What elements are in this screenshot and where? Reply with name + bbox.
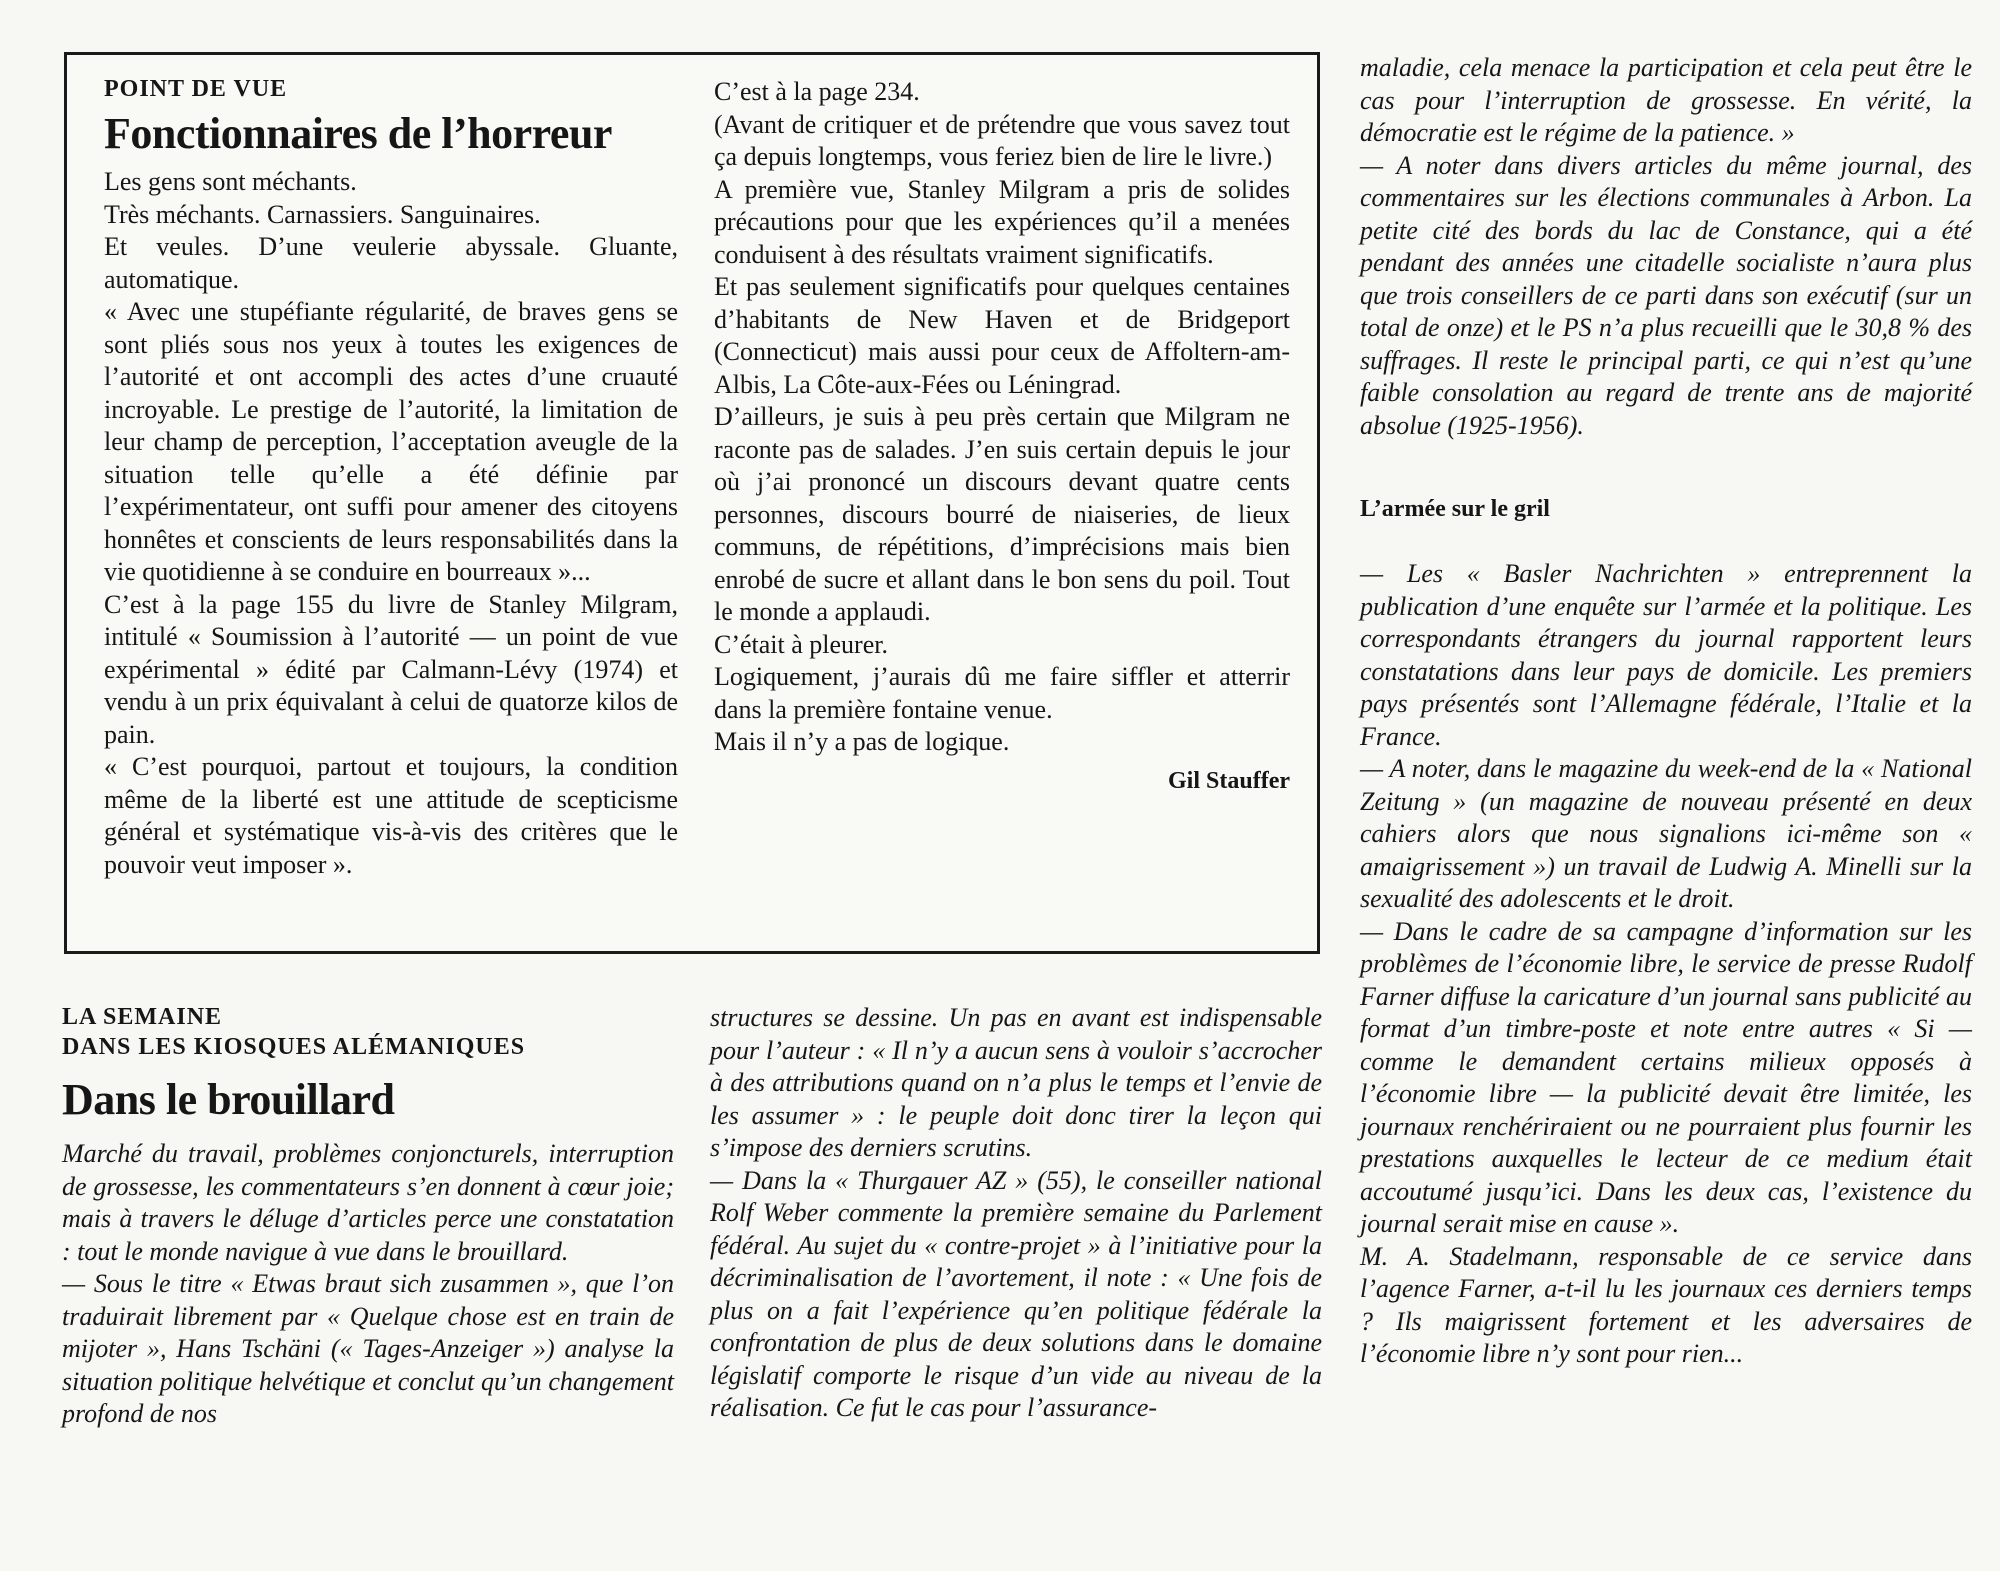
point-de-vue-column-2 [714,76,1290,797]
semaine-column-3 [1360,52,1972,1371]
paragraph: Et veules. D’une veulerie abyssale. Gluante, automatique. [104,232,678,294]
paragraph: Logiquement, j’aurais dû me faire siffler et atterrir dans la première fontaine venue. [714,662,1290,724]
paragraph: C’est à la page 155 du livre de Stanley Milgram, intitulé « Soumission à l’autorité — un point de vue expérimental » édité par Calmann-Lévy (1974) et vendu à un prix équivalant à celui de quatorze kilos de pain. [104,589,678,749]
semaine-kicker-line-1: LA SEMAINE [62,1004,223,1030]
paragraph: Marché du travail, problèmes conjoncturels, interruption de grossesse, les commentateurs s’en donnent à cœur joie; mais à travers le déluge d’articles perce une constatation : tout le monde navigue à vue dans le brouillard. [62,1139,674,1266]
paragraph: Les gens sont méchants. [104,167,357,196]
point-de-vue-column-1 [104,74,678,881]
paragraph: — Dans le cadre de sa campagne d’information sur les problèmes de l’économie libre, le service de presse Rudolf Farner diffuse la caricature d’un journal sans publicité au format d’un timbre-poste et note entre autres « Si — comme le demandent certains milieux opposés à l’économie libre — la publicité devait être limitée, les journaux renchériraient ou ne pourraient plus fournir les prestations auxquelles le lecteur de ce medium était accoutumé jusqu’ici. Dans les deux cas, l’existence du journal serait mise en cause ». [1360,916,1972,1238]
semaine-column-1 [62,1002,674,1431]
paragraph: Très méchants. Carnassiers. Sanguinaires. [104,199,541,229]
paragraph: — A noter, dans le magazine du week-end de la « National Zeitung » (un magazine de nouveau présenté en deux cahiers alors que nous signalions ici-même son « amaigrissement ») un travail de Ludwig A. Minelli sur la sexualité des adolescents et le droit. [1360,754,1972,913]
paragraph: — Dans la « Thurgauer AZ » (55), le conseiller national Rolf Weber commente la première semaine du Parlement fédéral. Au sujet du « contre-projet » à l’initiative pour la décriminalisation de l’avortement, il note : « Une fois de plus on a fait l’expérience qu’en politique fédérale la confrontation de plus de deux solutions dans le domaine législatif comporte le risque d’un vide au niveau de la réalisation. Ce fut le cas pour l’assurance- [710,1165,1322,1422]
paragraph: (Avant de critiquer et de prétendre que vous savez tout ça depuis longtemps, vous feriez bien de lire le livre.) [714,109,1290,171]
point-de-vue-kicker: POINT DE VUE [104,76,288,102]
paragraph: Et pas seulement significatifs pour quelques centaines d’habitants de New Haven et de Bridgeport (Connecticut) mais aussi pour ceux de Affoltern-am-Albis, La Côte-aux-Fées ou Léningrad. [714,272,1290,399]
paragraph: maladie, cela menace la participation et cela peut être le cas pour l’interruption de grossesse. En vérité, la démocratie est le régime de la patience. » [1360,53,1972,147]
paragraph: C’est à la page 234. [714,77,920,106]
paragraph: structures se dessine. Un pas en avant est indispensable pour l’auteur : « Il n’y a aucun sens à vouloir s’accrocher à des attributions quand on n’a plus le temps et l’envie de les assumer » : le peuple doit donc tirer la leçon qui s’impose des derniers scrutins. [710,1003,1322,1162]
subheading: L’armée sur le gril [1360,496,1550,522]
paragraph: — Sous le titre « Etwas braut sich zusammen », que l’on traduirait librement par « Quelque chose est en train de mijoter », Hans Tschäni (« Tages-Anzeiger ») analyse la situation politique helvétique et conclut qu’un changement profond de nos [62,1269,674,1428]
paragraph: — A noter dans divers articles du même journal, des commentaires sur les élections communales à Arbon. La petite cité des bords du lac de Constance, qui a été pendant des années une citadelle socialiste n’aura plus que trois conseillers de ce parti dans son exécutif (sur un total de onze) et le PS n’a plus recueilli que le 30,8 % des suffrages. Il reste le principal parti, ce qui n’est qu’une faible consolation au regard de trente ans de majorité absolue (1925-1956). [1360,150,1972,440]
paragraph: C’était à pleurer. [714,629,888,659]
paragraph: A première vue, Stanley Milgram a pris de solides précautions pour que les expériences qu’il a menées conduisent à des résultats vraiment significatifs. [714,174,1290,269]
author-signature: Gil Stauffer [1168,767,1290,794]
paragraph: « Avec une stupéfiante régularité, de braves gens se sont pliés sous nos yeux à toutes les exigences de l’autorité et ont accompli des actes d’une cruauté incroyable. Le prestige de l’autorité, la limitation de leur champ de perception, l’acceptation aveugle de la situation telle qu’elle a été définie par l’expérimentateur, ont suffi pour amener des citoyens honnêtes et conscients de leurs responsabilités dans la vie quotidienne à se conduire en bourreaux »... [104,297,678,586]
paragraph: D’ailleurs, je suis à peu près certain que Milgram ne raconte pas de salades. J’en suis certain depuis le jour où j’ai prononcé un discours devant quatre cents personnes, discours bourré de niaiseries, de lieux communs, de répétitions, d’imprécisions mais bien enrobé de sucre et allant dans le bon sens du poil. Tout le monde a applaudi. [714,402,1290,626]
semaine-kicker-line-2: DANS LES KIOSQUES ALÉMANIQUES [62,1034,526,1060]
paragraph: — Les « Basler Nachrichten » entreprennent la publication d’une enquête sur l’armée et la politique. Les correspondants étrangers du journal rapportent leurs constatations dans leur pays de domicile. Les premiers pays présentés sont l’Allemagne fédérale, l’Italie et la France. [1360,559,1972,751]
semaine-column-2 [710,1002,1322,1425]
paragraph: Mais il n’y a pas de logique. [714,727,1010,756]
point-de-vue-headline: Fonctionnaires de l’horreur [104,109,612,158]
paragraph: « C’est pourquoi, partout et toujours, la condition même de la liberté est une attitude de scepticisme général et systématique vis-à-vis des critères que le pouvoir veut imposer ». [104,752,678,879]
paragraph: M. A. Stadelmann, responsable de ce service dans l’agence Farner, a-t-il lu les journaux ces derniers temps ? Ils maigrissent fortement et les adversaires de l’économie libre n’y sont pour rien... [1360,1241,1972,1368]
semaine-headline: Dans le brouillard [62,1075,395,1124]
